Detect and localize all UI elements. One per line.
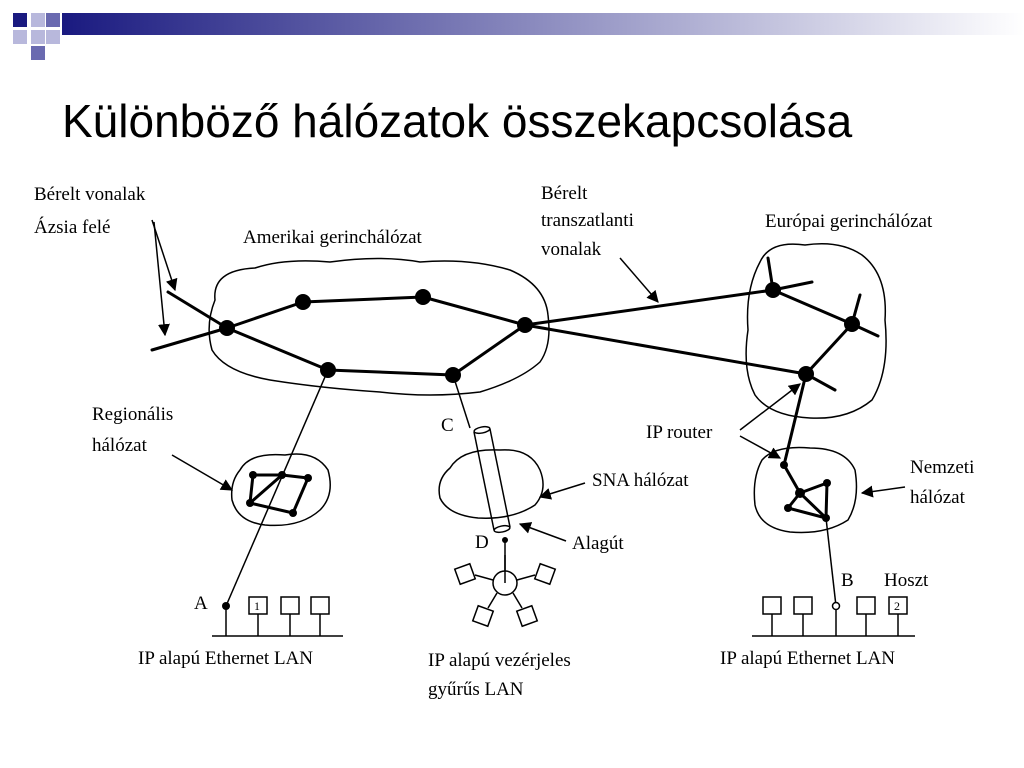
label-tunnel: Alagút — [572, 533, 624, 554]
american-backbone-cloud — [209, 259, 549, 396]
router-node — [844, 316, 860, 332]
label-ip-router: IP router — [646, 422, 713, 443]
regional-network-cloud — [232, 454, 331, 525]
label-european-backbone: Európai gerinchálózat — [765, 211, 933, 232]
label-american-backbone: Amerikai gerinchálózat — [243, 227, 422, 248]
label-regional-2: hálózat — [92, 435, 147, 456]
sna-network-cloud — [439, 450, 543, 518]
label-sna-network: SNA hálózat — [592, 470, 689, 491]
slide-title: Különböző hálózatok összekapcsolása — [62, 95, 853, 147]
access-links — [226, 370, 836, 606]
right-ethernet-lan — [752, 597, 915, 636]
label-point-a: A — [194, 593, 208, 614]
token-ring-lan — [455, 555, 556, 626]
label-transatlantic-3: vonalak — [541, 239, 602, 260]
regional-network — [246, 471, 312, 517]
national-network — [780, 461, 831, 522]
label-right-ethernet-lan: IP alapú Ethernet LAN — [720, 648, 895, 669]
router-node — [219, 320, 235, 336]
label-national-2: hálózat — [910, 487, 965, 508]
router-node — [415, 289, 431, 305]
router-node — [295, 294, 311, 310]
label-leased-lines-asia-2: Ázsia felé — [34, 217, 111, 238]
label-point-d: D — [475, 532, 489, 553]
label-point-c: C — [441, 415, 454, 436]
label-transatlantic-1: Bérelt — [541, 183, 588, 204]
backbone-links — [152, 258, 878, 390]
label-transatlantic-2: transzatlanti — [541, 210, 634, 231]
label-host: Hoszt — [884, 570, 929, 591]
sna-tunnel — [474, 426, 511, 543]
label-token-ring-2: gyűrűs LAN — [428, 679, 524, 700]
label-left-ethernet-lan: IP alapú Ethernet LAN — [138, 648, 313, 669]
pointer-arrows — [152, 220, 905, 541]
label-box-1: 1 — [254, 599, 260, 613]
label-regional-1: Regionális — [92, 404, 174, 425]
left-ethernet-lan — [212, 597, 343, 636]
label-token-ring-1: IP alapú vezérjeles — [428, 650, 571, 671]
label-point-b: B — [841, 570, 854, 591]
router-node — [765, 282, 781, 298]
router-node — [517, 317, 533, 333]
label-national-1: Nemzeti — [910, 457, 975, 478]
label-box-2: 2 — [894, 599, 900, 613]
label-leased-lines-asia-1: Bérelt vonalak — [34, 184, 146, 205]
